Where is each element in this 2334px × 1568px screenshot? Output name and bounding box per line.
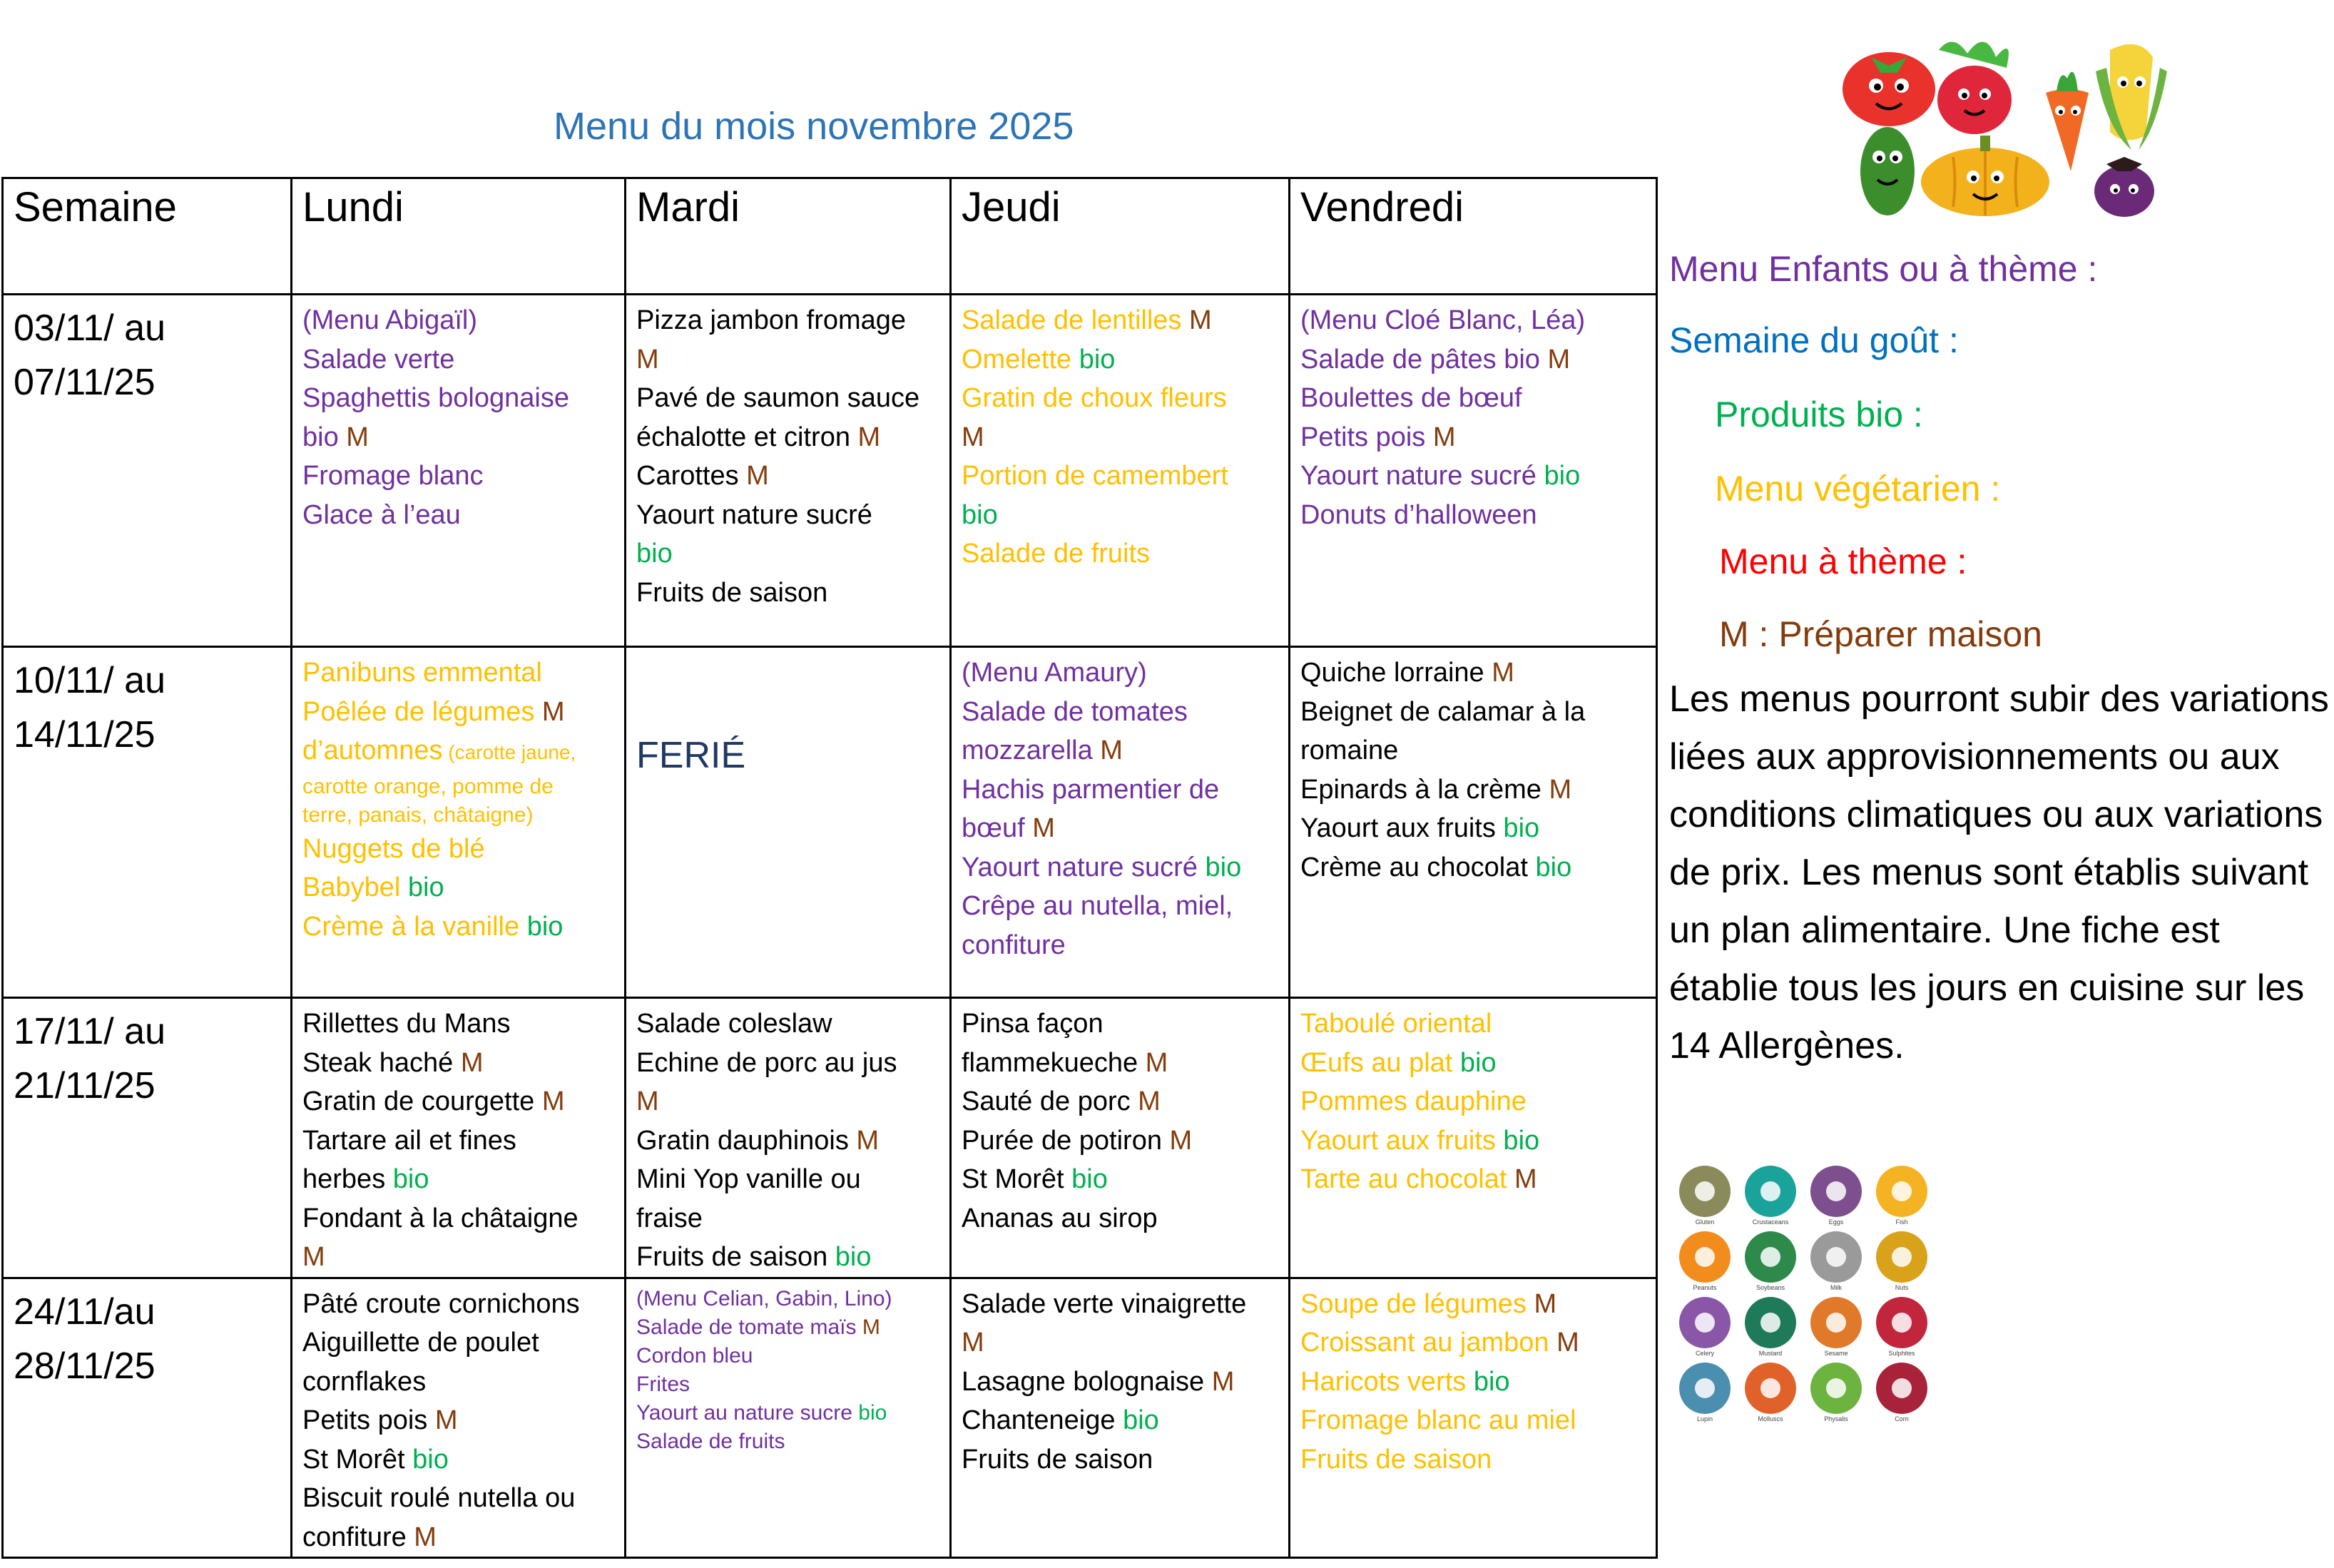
homemade-marker: M [738, 461, 769, 491]
homemade-marker: M [302, 1242, 325, 1272]
menu-item: St Morêt bio [962, 1164, 1108, 1194]
menu-item: terre, panais, châtaigne) [302, 803, 534, 827]
menu-item [636, 340, 939, 380]
legend-maison: M : Préparer maison [1719, 614, 2042, 654]
menu-item: Yaourt nature sucré [636, 499, 872, 530]
menu-item: Biscuit roulé nutella ou [302, 1483, 576, 1513]
menu-item: (Menu Abigaïl) [302, 305, 478, 335]
bio-marker: bio [400, 872, 444, 902]
menu-item: Salade de tomate maïs M [636, 1315, 880, 1339]
eggplant-icon [2094, 157, 2154, 217]
menu-item: Yaourt aux fruits bio [1300, 813, 1540, 843]
menu-item: Aiguillette de poulet [302, 1328, 539, 1358]
allergen-symbol [1695, 1181, 1715, 1201]
bio-marker: bio [962, 499, 998, 530]
menu-item: Omelette bio [962, 344, 1116, 375]
homemade-marker: M [1161, 1125, 1193, 1156]
homemade-marker: M [1507, 1164, 1537, 1194]
homemade-marker: M [1204, 1366, 1235, 1397]
bio-marker: bio [1197, 852, 1242, 882]
allergen-label: Sulphites [1888, 1350, 1915, 1357]
menu-item: Beignet de calamar à la [1300, 696, 1586, 727]
allergen-symbol [1760, 1247, 1780, 1267]
menu-item: Petits pois M [302, 1405, 458, 1435]
cucumber-icon [1860, 127, 1915, 215]
menu-item: Fruits de saison [1300, 1444, 1492, 1475]
menu-item: Tarte au chocolat M [1300, 1164, 1537, 1194]
tomato-icon [1843, 52, 1935, 126]
day-cell [626, 1278, 951, 1558]
homemade-marker: M [1425, 422, 1456, 452]
menu-item: Hachis parmentier de [962, 774, 1220, 805]
menu-item: Yaourt au nature sucre bio [636, 1400, 887, 1425]
menu-item: Yaourt aux fruits bio [1300, 1125, 1540, 1156]
menu-item: Pavé de saumon sauce [636, 383, 920, 413]
allergen-label: Soybeans [1755, 1284, 1785, 1291]
menu-item: Gratin de courgette M [302, 1086, 565, 1116]
radish-icon [1937, 42, 2012, 134]
menu-item: Sauté de porc M [962, 1086, 1161, 1116]
allergen-label: Molluscs [1758, 1415, 1783, 1422]
menu-item: Salade de lentilles M [962, 305, 1212, 335]
menu-item: flammekueche M [962, 1047, 1168, 1078]
menu-item: Œufs au plat bio [1300, 1047, 1497, 1078]
menu-item: Salade verte [302, 344, 455, 375]
allergen-label: Peanuts [1693, 1284, 1717, 1291]
menu-item: Tartare ail et fines [302, 1125, 516, 1156]
day-cell [626, 998, 951, 1278]
menu-item: Salade de fruits [636, 1429, 785, 1453]
menu-item: Poêlée de légumes M [302, 696, 565, 727]
allergen-symbol [1826, 1247, 1846, 1267]
menu-item: Donuts d’halloween [1300, 499, 1537, 530]
day-cell [951, 1278, 1290, 1558]
week-label: 03/11/ au 07/11/25 [3, 295, 292, 647]
corn-icon [2096, 44, 2167, 150]
bio-marker: bio [385, 1164, 429, 1194]
allergen-label: Corn [1895, 1415, 1909, 1422]
menu-item: fraise [636, 1203, 703, 1233]
day-cell [951, 647, 1290, 998]
menu-item: Glace à l’eau [302, 499, 461, 530]
header-lundi: Lundi [292, 178, 626, 295]
homemade-marker: M [427, 1405, 458, 1435]
allergen-symbol [1695, 1378, 1715, 1398]
carrot-icon [2046, 72, 2089, 171]
menu-item: Quiche lorraine M [1300, 658, 1514, 688]
homemade-marker: M [1181, 305, 1212, 335]
allergen-symbol [1826, 1181, 1846, 1201]
menu-item: herbes bio [302, 1164, 429, 1194]
homemade-marker: M [636, 344, 659, 375]
menu-item: Ananas au sirop [962, 1203, 1158, 1233]
bio-marker: bio [519, 911, 564, 942]
homemade-marker: M [453, 1047, 484, 1078]
menu-item: Salade de tomates [962, 696, 1188, 727]
menu-item: bio M [302, 422, 369, 452]
menu-item: d’automnes (carotte jaune, [302, 735, 576, 765]
week-label: 24/11/au 28/11/25 [3, 1278, 292, 1558]
menu-item: St Morêt bio [302, 1444, 449, 1475]
menu-item: Panibuns emmental [302, 658, 542, 688]
menu-item: Salade coleslaw [636, 1009, 832, 1039]
vegetables-illustration [1832, 29, 2201, 220]
allergen-label: Crustaceans [1752, 1218, 1789, 1226]
allergen-symbol [1695, 1247, 1715, 1267]
legend-enfants: Menu Enfants ou à thème : [1669, 249, 2098, 289]
allergen-symbol [1892, 1181, 1912, 1201]
header-mardi: Mardi [626, 178, 951, 295]
bio-marker: bio [404, 1444, 449, 1475]
menu-item: Pizza jambon fromage [636, 305, 907, 335]
week-label: 17/11/ au 21/11/25 [3, 998, 292, 1278]
homemade-marker: M [962, 1328, 984, 1358]
menu-item: mozzarella M [962, 735, 1123, 765]
menu-item: Spaghettis bolognaise [302, 383, 569, 413]
homemade-marker: M [636, 1086, 659, 1116]
homemade-marker: M [1092, 735, 1123, 765]
allergen-symbol [1760, 1313, 1780, 1333]
allergen-label: Milk [1830, 1284, 1842, 1291]
menu-item: Pinsa façon [962, 1009, 1104, 1039]
menu-item: Frites [636, 1372, 690, 1396]
menu-item: échalotte et citron M [636, 422, 881, 452]
homemade-marker: M [534, 696, 565, 727]
homemade-marker: M [848, 1125, 880, 1156]
homemade-marker: M [1138, 1047, 1168, 1078]
menu-item [636, 534, 939, 574]
bio-marker: bio [1071, 344, 1116, 375]
allergen-symbol [1695, 1313, 1715, 1333]
menu-item: Crème au chocolat bio [1300, 852, 1572, 882]
week-row [3, 647, 1657, 998]
menu-item: Salade verte vinaigrette [962, 1288, 1247, 1319]
day-cell [1290, 647, 1657, 998]
menu-item: bœuf M [962, 813, 1055, 843]
menu-item [302, 1238, 614, 1277]
allergen-label: Eggs [1828, 1218, 1844, 1226]
menu-item: Crème à la vanille bio [302, 911, 564, 942]
menu-item: Purée de potiron M [962, 1125, 1193, 1156]
day-cell-ferie [626, 647, 951, 998]
homemade-marker: M [1539, 344, 1571, 375]
allergen-label: Physalis [1824, 1415, 1848, 1422]
legend-semaine-gout: Semaine du goût : [1669, 320, 1959, 360]
menu-item: Gratin de choux fleurs [962, 383, 1227, 413]
day-cell [626, 295, 951, 647]
menu-item: Rillettes du Mans [302, 1009, 511, 1039]
allergen-symbol [1826, 1378, 1846, 1398]
header-jeudi: Jeudi [951, 178, 1290, 295]
menu-item: Carottes M [636, 461, 769, 491]
allergen-label: Fish [1895, 1218, 1908, 1226]
bio-marker: bio [827, 1242, 872, 1272]
allergen-symbol [1892, 1313, 1912, 1333]
day-cell [951, 998, 1290, 1278]
menu-item: Pâté croute cornichons [302, 1288, 580, 1319]
bio-marker: bio [1452, 1047, 1497, 1078]
day-cell [292, 998, 626, 1278]
menu-item: Babybel bio [302, 872, 444, 902]
legend-bio: Produits bio : [1715, 394, 1923, 434]
bio-marker: bio [1466, 1366, 1510, 1397]
allergen-label: Gluten [1695, 1218, 1715, 1226]
day-cell [1290, 998, 1657, 1278]
homemade-marker: M [534, 1086, 565, 1116]
menu-item: Boulettes de bœuf [1300, 383, 1522, 413]
ferie-label: FERIÉ [636, 735, 746, 776]
allergen-label: Celery [1695, 1350, 1715, 1357]
menu-item: Portion de camembert [962, 461, 1228, 491]
menu-item: Soupe de légumes M [1300, 1288, 1557, 1319]
menu-item: confiture M [302, 1522, 437, 1552]
menu-item: Cordon bleu [636, 1343, 753, 1368]
week-row [3, 998, 1657, 1278]
menu-item [962, 1323, 1278, 1363]
homemade-marker: M [1130, 1086, 1161, 1116]
menu-item: Steak haché M [302, 1047, 484, 1078]
bio-marker: bio [852, 1400, 887, 1425]
menu-item: Echine de porc au jus [636, 1047, 897, 1078]
menu-item: Taboulé oriental [1300, 1009, 1492, 1039]
menu-item: Fromage blanc au miel [1300, 1405, 1576, 1435]
homemade-marker: M [338, 422, 369, 452]
bio-marker: bio [1064, 1164, 1108, 1194]
allergen-label: Lupin [1696, 1415, 1713, 1422]
menu-item: Pommes dauphine [1300, 1086, 1527, 1116]
menu-item: Fondant à la châtaigne [302, 1203, 579, 1233]
homemade-marker: M [1024, 813, 1055, 843]
menu-item: Haricots verts bio [1300, 1366, 1510, 1397]
allergen-symbol [1760, 1181, 1780, 1201]
bio-marker: bio [1495, 813, 1540, 843]
menu-item: Mini Yop vanille ou [636, 1164, 861, 1194]
day-cell [292, 647, 626, 998]
allergen-symbol [1892, 1247, 1912, 1267]
legend-theme: Menu à thème : [1719, 541, 1967, 581]
menu-item: Nuggets de blé [302, 833, 485, 864]
week-row [3, 1278, 1657, 1558]
menu-item: carotte orange, pomme de [302, 774, 554, 798]
day-cell [951, 295, 1290, 647]
homemade-marker: M [856, 1315, 880, 1339]
day-cell [292, 295, 626, 647]
menu-item [636, 1082, 939, 1121]
bio-marker: bio [636, 539, 673, 569]
menu-item: Fruits de saison [636, 577, 828, 608]
allergen-label: Sesame [1824, 1350, 1848, 1357]
menu-item: Yaourt nature sucré bio [1300, 461, 1581, 491]
day-cell [1290, 1278, 1657, 1558]
pumpkin-icon [1921, 136, 2049, 216]
menu-item: Salade de pâtes bio M [1300, 344, 1571, 375]
menu-item: Croissant au jambon M [1300, 1328, 1579, 1358]
allergen-symbol [1760, 1378, 1780, 1398]
menu-item: Epinards à la crème M [1300, 774, 1572, 805]
header-vendredi: Vendredi [1290, 178, 1657, 295]
menu-item: romaine [1300, 735, 1399, 765]
homemade-marker: M [850, 422, 881, 452]
homemade-marker: M [1541, 774, 1572, 805]
menu-item: Petits pois M [1300, 422, 1456, 452]
homemade-marker: M [962, 422, 984, 452]
menu-item [962, 418, 1278, 457]
menu-item: Lasagne bolognaise M [962, 1366, 1235, 1397]
header-semaine: Semaine [3, 178, 292, 295]
bio-marker: bio [1495, 1125, 1540, 1156]
allergens-chart [1669, 1156, 1955, 1441]
bio-marker: bio [1115, 1405, 1159, 1435]
day-cell [292, 1278, 626, 1558]
menu-item: (Menu Amaury) [962, 658, 1147, 688]
bio-marker: bio [1536, 461, 1581, 491]
day-cell [1290, 295, 1657, 647]
menu-item: Chanteneige bio [962, 1405, 1159, 1435]
bio-marker: bio [1527, 852, 1572, 882]
homemade-marker: M [406, 1522, 437, 1552]
menu-item: Fruits de saison bio [636, 1242, 872, 1272]
menu-item: confiture [962, 930, 1066, 960]
menu-item: cornflakes [302, 1366, 427, 1397]
page-title: Menu du mois novembre 2025 [554, 105, 1074, 148]
menu-item: Salade de fruits [962, 539, 1151, 569]
allergen-label: Nuts [1895, 1284, 1909, 1291]
header-row [3, 178, 1657, 295]
allergen-label: Mustard [1758, 1350, 1783, 1357]
homemade-marker: M [1484, 658, 1514, 688]
legend-vegetarien: Menu végétarien : [1715, 469, 2001, 509]
menu-table [1, 177, 1658, 1559]
allergen-symbol [1826, 1313, 1846, 1333]
week-row [3, 295, 1657, 647]
menu-item: (Menu Cloé Blanc, Léa) [1300, 305, 1586, 335]
menu-item: Fruits de saison [962, 1444, 1153, 1475]
menu-item: Yaourt nature sucré bio [962, 852, 1242, 882]
menu-item: Fromage blanc [302, 461, 484, 491]
menu-item: (Menu Celian, Gabin, Lino) [636, 1286, 892, 1310]
disclaimer-note: Les menus pourront subir des variations liées aux approvisionnements ou aux conditions climatiques ou aux variations de prix. Les menus sont établis suivant un plan alimentaire. Une fiche est établie tous les jours en cuisine sur les 14 Allergènes. [1669, 678, 2329, 1066]
allergen-symbol [1892, 1378, 1912, 1398]
homemade-marker: M [1526, 1288, 1557, 1319]
menu-item [962, 496, 1278, 535]
menu-item: Gratin dauphinois M [636, 1125, 880, 1156]
menu-item: Crêpe au nutella, miel, [962, 891, 1233, 921]
week-label: 10/11/ au 14/11/25 [3, 647, 292, 998]
homemade-marker: M [1549, 1328, 1579, 1358]
